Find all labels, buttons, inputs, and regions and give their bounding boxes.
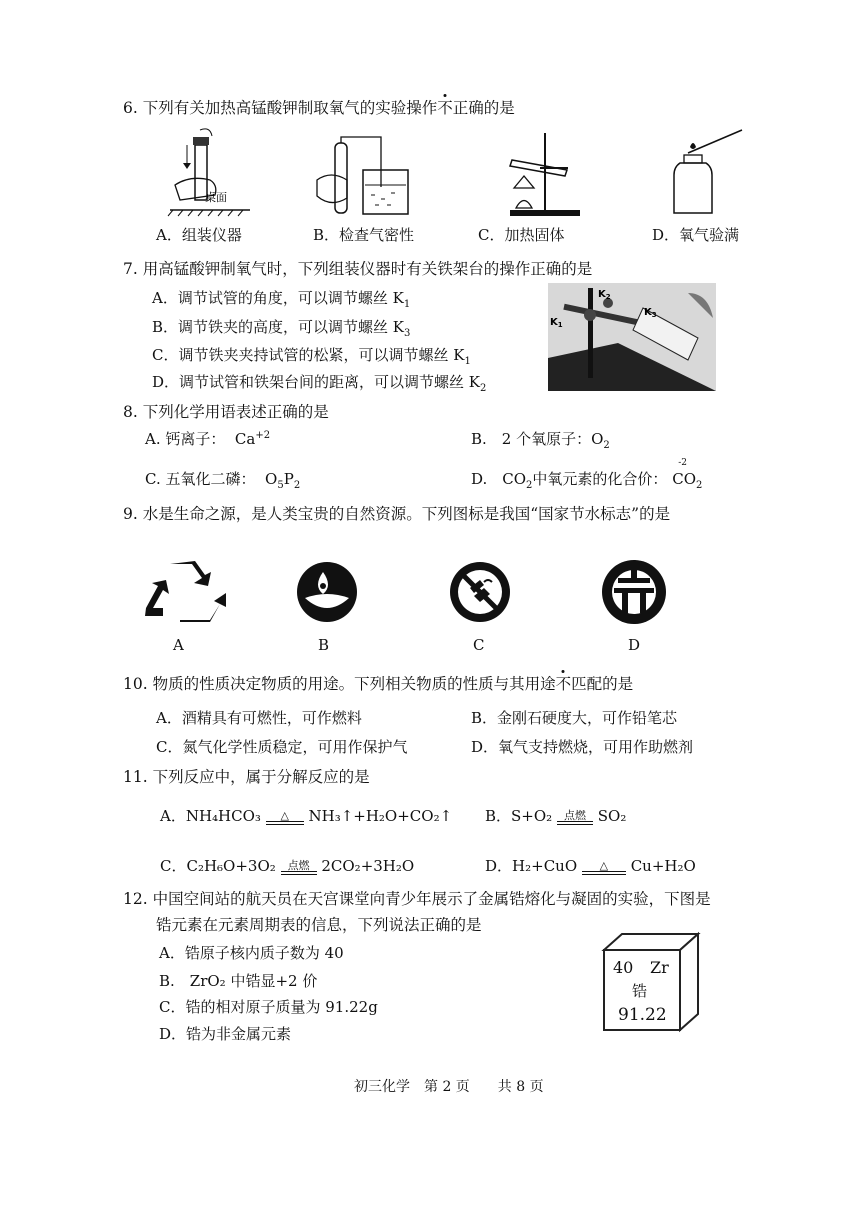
q7-option-d[interactable]: D．调节试管和铁架台间的距离，可以调节螺丝 $K_2$: [152, 373, 487, 394]
q7-option-b[interactable]: B．调节铁夹的高度，可以调节螺丝 $K_3$: [152, 318, 411, 339]
q12-option-a[interactable]: A．锆原子核内质子数为 40: [159, 944, 344, 962]
q12-stem-line1: 12. 中国空间站的航天员在天宫课堂向青少年展示了金属锆熔化与凝固的实验，下图是: [123, 890, 711, 908]
page-footer: 初三化学 第 2 页 共 8 页: [354, 1079, 544, 1095]
element-number: 40: [613, 958, 634, 977]
q8-stem: 8. 下列化学用语表述正确的是: [123, 403, 329, 421]
element-symbol: Zr: [650, 958, 669, 977]
q9-label-c[interactable]: C: [473, 636, 485, 654]
q8-option-d[interactable]: D. $CO_2$中氧元素的化合价： -2 $CO_2$: [471, 458, 703, 491]
recycling-icon: [140, 558, 230, 628]
no-smoking-icon: [448, 560, 512, 624]
k2-label: $K_2$: [598, 289, 611, 301]
airtightness-figure: [315, 135, 415, 220]
q6-stem: 6. 下列有关加热高锰酸钾制取氧气的实验操作不正确的是: [123, 99, 515, 117]
q6-option-a[interactable]: A．组装仪器: [156, 226, 242, 244]
q6-option-d[interactable]: D．氧气验满: [652, 226, 740, 244]
q12-option-b[interactable]: B. ZrO₂ 中锆显+2 价: [159, 972, 318, 990]
oxygen-full-test-figure: [670, 125, 750, 220]
q6-option-b[interactable]: B．检查气密性: [313, 226, 415, 244]
k3-label: $K_3$: [644, 307, 657, 319]
k1-label: $K_1$: [550, 317, 563, 329]
q11-option-a[interactable]: A．NH₄HCO₃ △ NH₃↑+H₂O+CO₂↑: [160, 807, 453, 825]
q11-option-c[interactable]: C．C₂H₆O+3O₂ 点燃 2CO₂+3H₂O: [160, 857, 415, 875]
q11-option-b[interactable]: B．S+O₂ 点燃 SO₂: [485, 807, 627, 825]
water-drop-icon: [295, 560, 359, 624]
q8-option-a[interactable]: A. 钙离子： $Ca^{+2}$: [145, 430, 271, 448]
element-mass: 91.22: [618, 1005, 667, 1025]
q7-option-c[interactable]: C．调节铁夹夹持试管的松紧，可以调节螺丝 $K_1$: [152, 346, 471, 367]
q6-option-c[interactable]: C．加热固体: [478, 226, 565, 244]
q12-option-d[interactable]: D．锆为非金属元素: [159, 1025, 292, 1043]
q8-option-b[interactable]: B. 2 个氧原子：$O_2$: [471, 430, 610, 451]
q11-stem: 11. 下列反应中，属于分解反应的是: [123, 768, 370, 786]
assembly-figure: [165, 125, 260, 220]
q10-option-b[interactable]: B．金刚石硬度大，可作铅笔芯: [471, 709, 678, 727]
q10-option-c[interactable]: C．氮气化学性质稳定，可用作保护气: [156, 738, 408, 756]
q9-label-a[interactable]: A: [173, 636, 184, 654]
q8-option-c[interactable]: C. 五氧化二磷： $O_5P_2$: [145, 470, 301, 491]
q10-option-a[interactable]: A．酒精具有可燃性，可作燃料: [156, 709, 362, 727]
q11-option-d[interactable]: D．H₂+CuO △ Cu+H₂O: [485, 857, 696, 875]
q10-stem: 10. 物质的性质决定物质的用途。下列相关物质的性质与其用途不匹配的是: [123, 675, 634, 693]
q10-option-d[interactable]: D．氧气支持燃烧，可用作助燃剂: [471, 738, 694, 756]
q12-option-c[interactable]: C．锆的相对原子质量为 91.22g: [159, 998, 378, 1016]
iron-stand-photo: [548, 283, 716, 391]
valence-mark: -2: [678, 458, 687, 468]
q9-label-b[interactable]: B: [318, 636, 330, 654]
q9-stem: 9. 水是生命之源，是人类宝贵的自然资源。下列图标是我国“国家节水标志”的是: [123, 505, 671, 523]
q12-stem-line2: 锆元素在元素周期表的信息，下列说法正确的是: [156, 916, 482, 934]
element-name: 锆: [632, 982, 648, 1000]
heating-figure: [500, 128, 590, 218]
table-label: 桌面: [205, 191, 227, 204]
water-saving-icon: [600, 558, 668, 626]
q7-option-a[interactable]: A．调节试管的角度，可以调节螺丝 $K_1$: [152, 289, 411, 310]
q7-stem: 7. 用高锰酸钾制氧气时，下列组装仪器时有关铁架台的操作正确的是: [123, 260, 593, 278]
q9-label-d[interactable]: D: [628, 636, 641, 654]
